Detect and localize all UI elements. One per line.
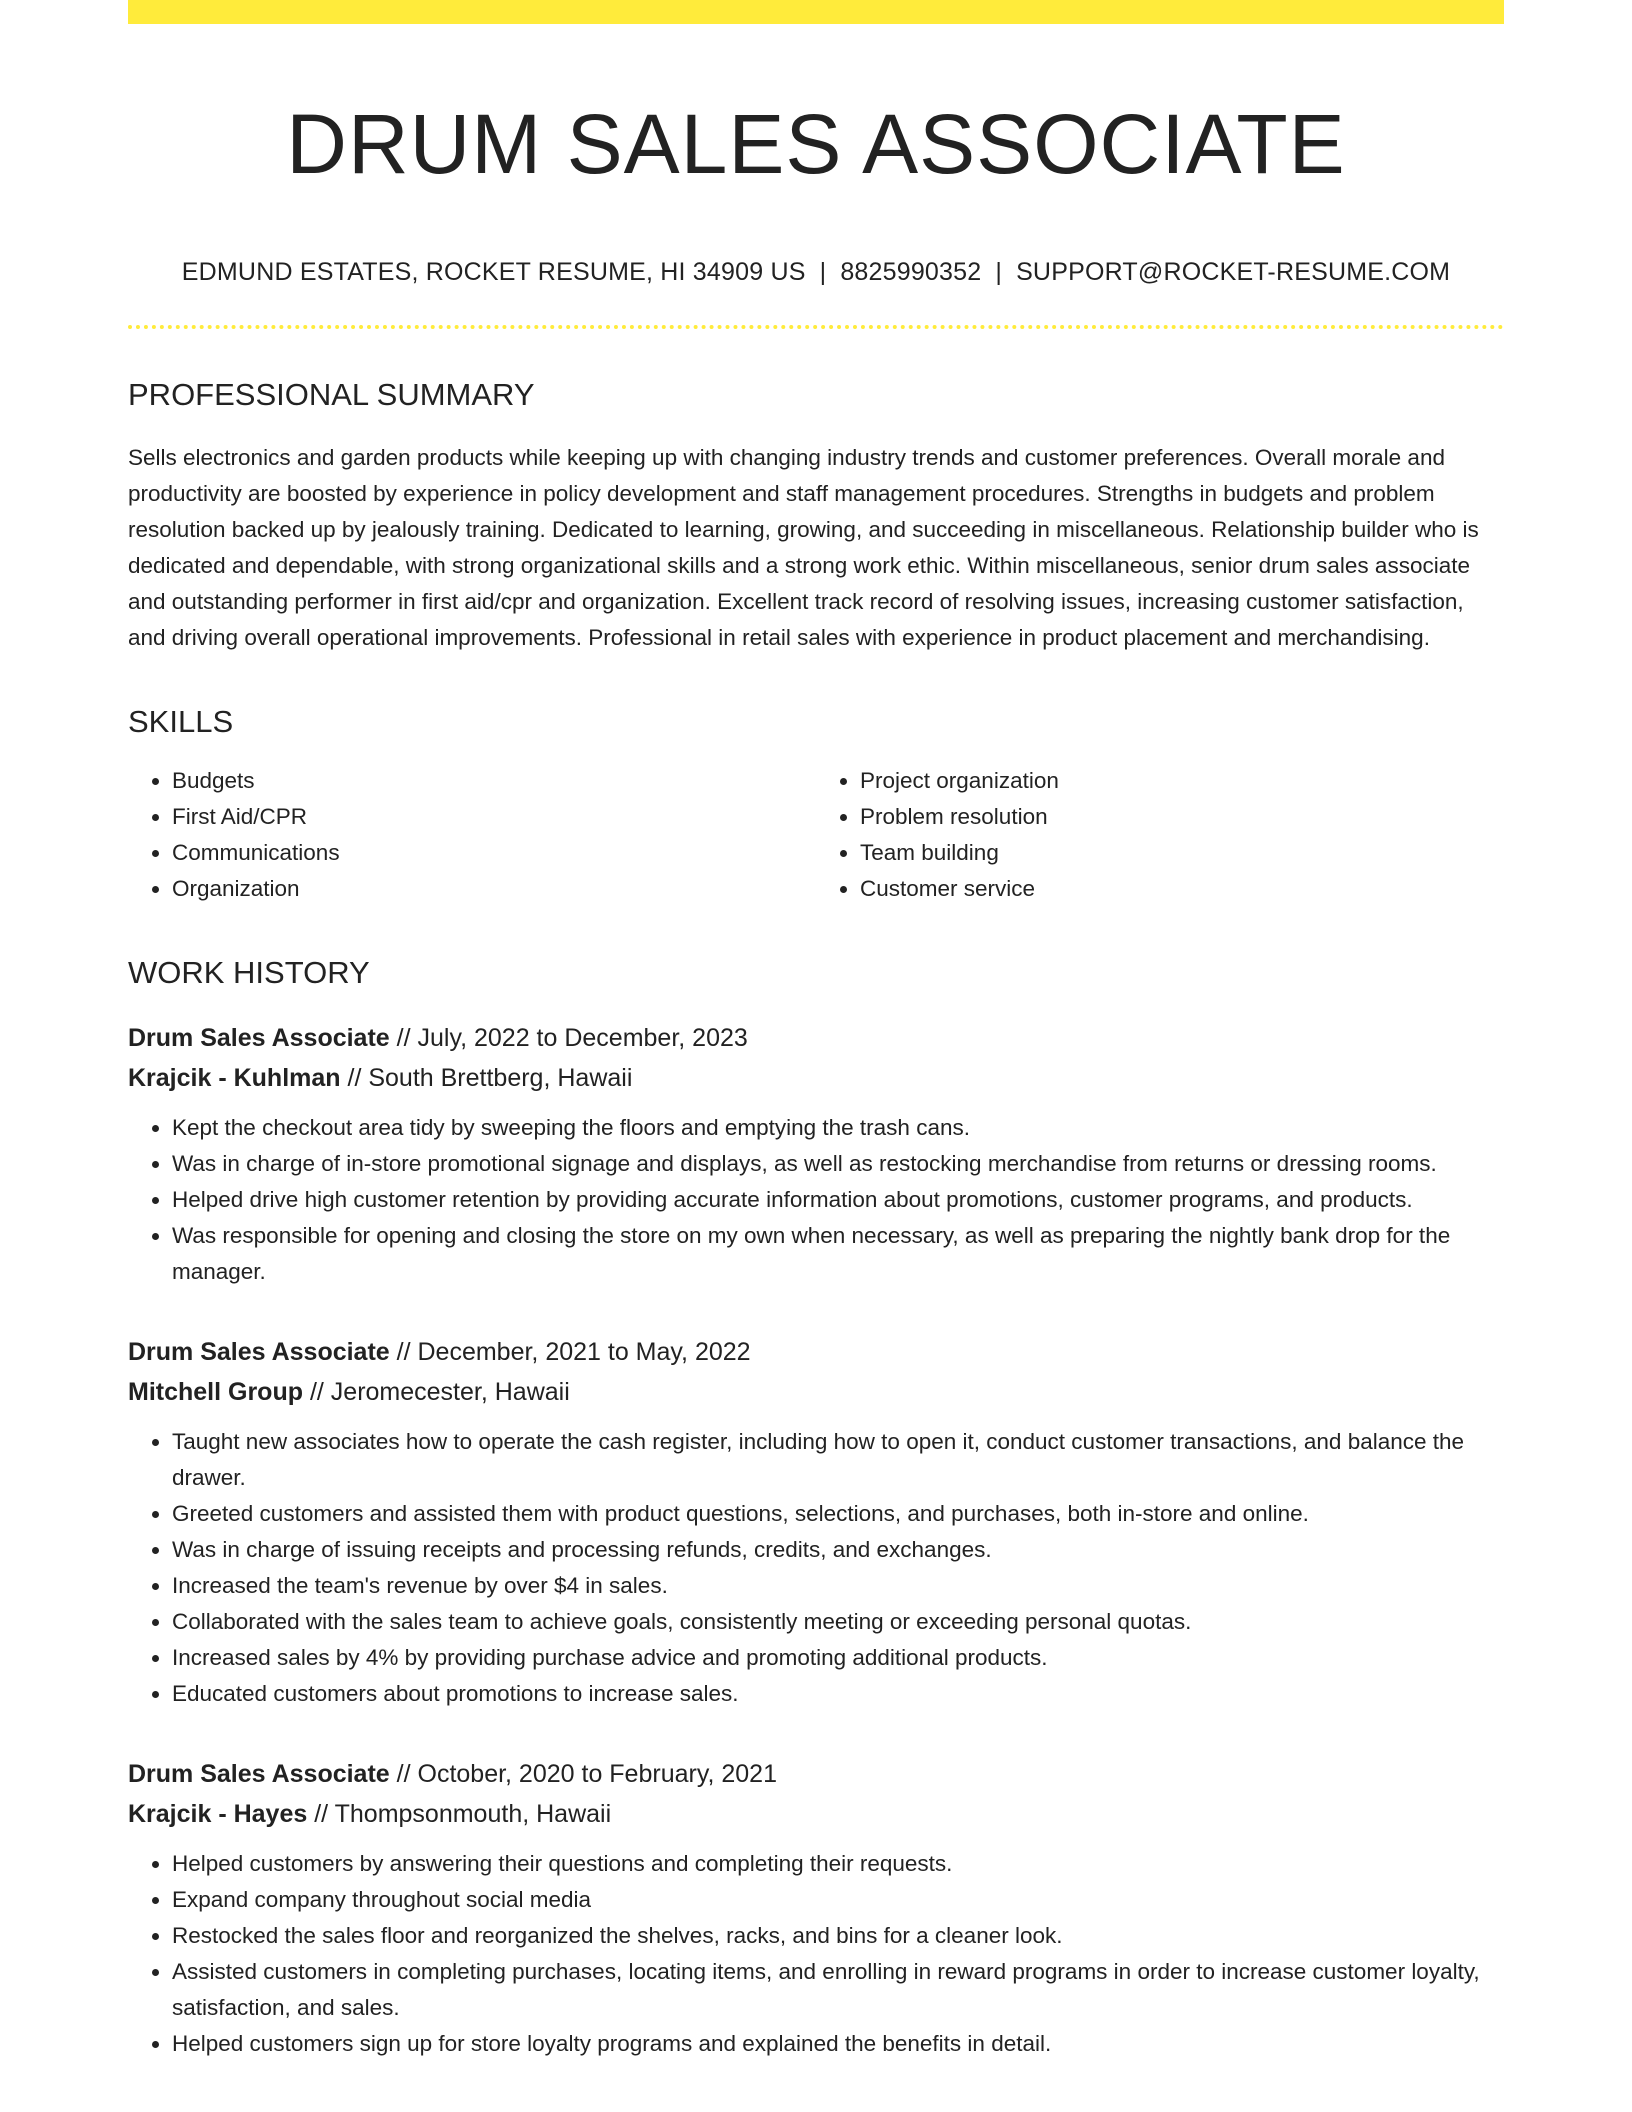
contact-phone[interactable]: 8825990352 [840,258,982,286]
accent-top-bar [128,0,1504,24]
job-bullets [128,1110,1504,1290]
contact-separator: | [995,258,1003,286]
skills-column-right [816,763,1504,907]
skill-item: • First Aid/CPR [172,799,816,835]
work-history-heading: WORK HISTORY [128,955,370,990]
job-bullet: • Kept the checkout area tidy by sweeping the floors and emptying the trash cans. [172,1110,1504,1146]
contact-line [128,258,1504,287]
job-location: // Jeromecester, Hawaii [309,1378,570,1406]
resume-title: DRUM SALES ASSOCIATE [286,97,1346,191]
job-company: Mitchell Group [128,1378,303,1406]
job-title: Drum Sales Associate [128,1024,390,1052]
resume-page [128,0,1504,2062]
job-bullet: • Collaborated with the sales team to achieve goals, consistently meeting or exceeding personal quotas. [172,1604,1504,1640]
job-bullet: • Assisted customers in completing purchases, locating items, and enrolling in reward programs in order to increase customer loyalty, satisfaction, and sales. [172,1954,1504,2026]
job-bullet: • Was in charge of issuing receipts and processing refunds, credits, and exchanges. [172,1532,1504,1568]
job-bullet: • Helped customers by answering their questions and completing their requests. [172,1846,1504,1882]
skill-item: • Organization [172,871,816,907]
job-title-line [128,1754,1504,1794]
job-title-line [128,1018,1504,1058]
skills-column-left [128,763,816,907]
skill-item: • Project organization [860,763,1504,799]
skill-item: • Team building [860,835,1504,871]
job-bullet: • Helped customers sign up for store loyalty programs and explained the benefits in detail. [172,2026,1504,2062]
job-dates: // July, 2022 to December, 2023 [396,1024,748,1052]
job-company-line [128,1058,1504,1098]
dotted-divider [128,325,1504,329]
job-bullet: • Taught new associates how to operate the cash register, including how to open it, conduct customer transactions, and balance the drawer. [172,1424,1504,1496]
job-title: Drum Sales Associate [128,1760,390,1788]
summary-heading: PROFESSIONAL SUMMARY [128,377,535,412]
skill-item: • Problem resolution [860,799,1504,835]
skill-item: • Customer service [860,871,1504,907]
job-entry [128,1754,1504,2062]
job-title: Drum Sales Associate [128,1338,390,1366]
skill-item: • Communications [172,835,816,871]
job-bullet: • Was in charge of in-store promotional signage and displays, as well as restocking merchandise from returns or dressing rooms. [172,1146,1504,1182]
job-bullets [128,1424,1504,1712]
skill-item: • Budgets [172,763,816,799]
job-location: // Thompsonmouth, Hawaii [314,1800,612,1828]
job-bullet: • Increased the team's revenue by over $4 in sales. [172,1568,1504,1604]
contact-address: EDMUND ESTATES, ROCKET RESUME, HI 34909 US [181,258,806,286]
job-company-line [128,1794,1504,1834]
skills-list [128,763,1504,907]
job-bullet: • Restocked the sales floor and reorganized the shelves, racks, and bins for a cleaner look. [172,1918,1504,1954]
job-dates: // December, 2021 to May, 2022 [396,1338,751,1366]
job-company: Krajcik - Hayes [128,1800,308,1828]
job-entry [128,1018,1504,1290]
job-dates: // October, 2020 to February, 2021 [396,1760,777,1788]
job-bullet: • Expand company throughout social media [172,1882,1504,1918]
skills-heading: SKILLS [128,704,234,739]
job-entry [128,1332,1504,1712]
contact-email[interactable]: SUPPORT@ROCKET-RESUME.COM [1016,258,1451,286]
contact-separator: | [819,258,827,286]
job-bullet: • Educated customers about promotions to increase sales. [172,1676,1504,1712]
job-title-line [128,1332,1504,1372]
job-bullet: • Helped drive high customer retention by providing accurate information about promotions, customer programs, and products. [172,1182,1504,1218]
summary-text: Sells electronics and garden products while keeping up with changing industry trends and customer preferences. Overall morale and productivity are boosted by experience in policy development and staff management procedures. Strengths in budgets and problem resolution backed up by jealously training. Dedicated to learning, growing, and succeeding in miscellaneous. Relationship builder who is dedicated and dependable, with strong organizational skills and a strong work ethic. Within miscellaneous, senior drum sales associate and outstanding performer in first aid/cpr and organization. Excellent track record of resolving issues, increasing customer satisfaction, and driving overall operational improvements. Professional in retail sales with experience in product placement and merchandising. [128,445,1479,650]
job-bullet: • Greeted customers and assisted them with product questions, selections, and purchases, both in-store and online. [172,1496,1504,1532]
job-company-line [128,1372,1504,1412]
job-bullets [128,1846,1504,2062]
job-location: // South Brettberg, Hawaii [347,1064,633,1092]
job-bullet: • Increased sales by 4% by providing purchase advice and promoting additional products. [172,1640,1504,1676]
job-company: Krajcik - Kuhlman [128,1064,341,1092]
job-bullet: • Was responsible for opening and closing the store on my own when necessary, as well as preparing the nightly bank drop for the manager. [172,1218,1504,1290]
